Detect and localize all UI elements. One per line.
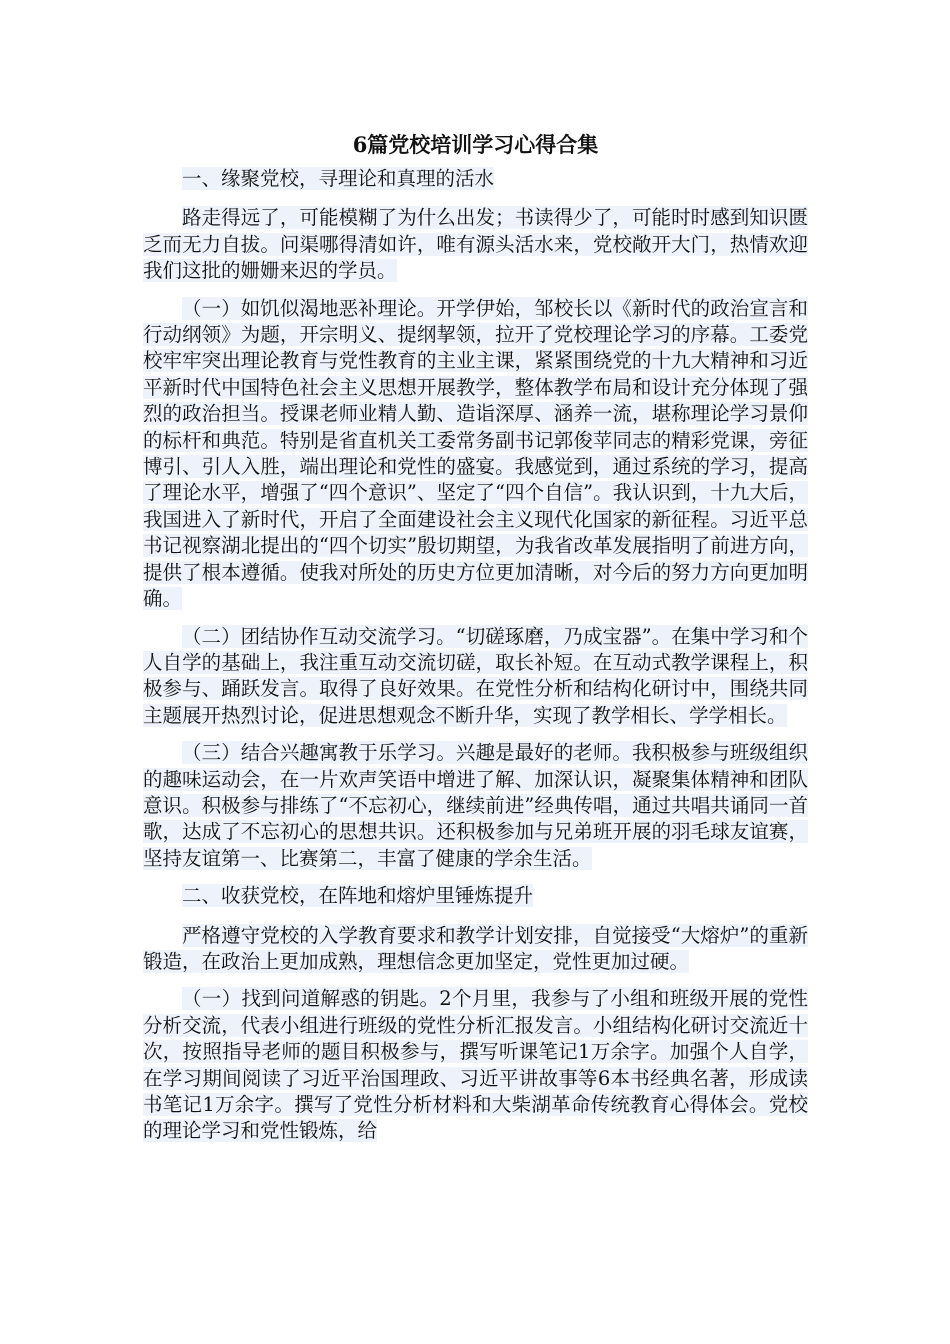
paragraph-discipline [143, 923, 808, 976]
paragraph-text: 路走得远了，可能模糊了为什么出发；书读得少了，可能时时感到知识匮乏而无力自拔。问渠哪得清如许，唯有源头活水来，党校敞开大门，热情欢迎我们这批的姗姗来迟的学员。 [143, 206, 808, 283]
paragraph-text: 一、缘聚党校，寻理论和真理的活水 [182, 167, 495, 190]
paragraph-theory-study [143, 296, 808, 613]
section-heading-1 [143, 166, 808, 192]
document-title: 6篇党校培训学习心得合集 [352, 132, 599, 157]
paragraph-text: （三）结合兴趣寓教于乐学习。兴趣是最好的老师。我积极参与班级组织的趣味运动会，在一片欢声笑语中增进了解、加深认识，凝聚集体精神和团队意识。积极参与排练了“不忘初心，继续前进”经典传唱，通过共唱共诵同一首歌，达成了不忘初心的思想共识。还积极参加与兄弟班开展的羽毛球友谊赛，坚持友谊第一、比赛第二，丰富了健康的学余生活。 [143, 741, 808, 870]
section-heading-2 [143, 883, 808, 909]
paragraph-key-to-questions [143, 986, 808, 1144]
paragraph-text: （一）找到问道解惑的钥匙。2个月里，我参与了小组和班级开展的党性分析交流，代表小组进行班级的党性分析汇报发言。小组结构化研讨交流近十次，按照指导老师的题目积极参与，撰写听课笔记1万余字。加强个人自学，在学习期间阅读了习近平治国理政、习近平讲故事等6本书经典名著，形成读书笔记1万余字。撰写了党性分析材料和大柴湖革命传统教育心得体会。党校的理论学习和党性锻炼，给 [143, 987, 808, 1143]
paragraph-text: 严格遵守党校的入学教育要求和教学计划安排，自觉接受“大熔炉”的重新锻造，在政治上更加成熟，理想信念更加坚定，党性更加过硬。 [143, 923, 808, 973]
paragraph-text: 二、收获党校，在阵地和熔炉里锤炼提升 [182, 884, 534, 908]
paragraph-interest-learning [143, 740, 808, 872]
paragraph-text: （一）如饥似渴地恶补理论。开学伊始，邹校长以《新时代的政治宣言和行动纲领》为题，开宗明义、提纲挈领，拉开了党校理论学习的序幕。工委党校牢牢突出理论教育与党性教育的主业主课，紧紧围绕党的十九大精神和习近平新时代中国特色社会主义思想开展教学，整体教学布局和设计充分体现了强烈的政治担当。授课老师业精人勤、造诣深厚、涵养一流，堪称理论学习景仰的标杆和典范。特别是省直机关工委常务副书记郭俊苹同志的精彩党课，旁征博引、引人入胜，端出理论和党性的盛宴。我感觉到，通过系统的学习，提高了理论水平，增强了“四个意识”、坚定了“四个自信”。我认识到，十九大后，我国进入了新时代，开启了全面建设社会主义现代化国家的新征程。习近平总书记视察湖北提出的“四个切实”殷切期望，为我省改革发展指明了前进方向，提供了根本遵循。使我对所处的历史方位更加清晰，对今后的努力方向更加明确。 [143, 296, 808, 611]
paragraph-intro [143, 205, 808, 284]
paragraph-text: （二）团结协作互动交流学习。“切磋琢磨，乃成宝器”。在集中学习和个人自学的基础上，我注重互动交流切磋，取长补短。在互动式教学课程上，积极参与、踊跃发言。取得了良好效果。在党性分析和结构化研讨中，围绕共同主题展开热烈讨论，促进思想观念不断升华，实现了教学相长、学学相长。 [143, 624, 808, 727]
document-body [143, 131, 808, 1156]
paragraph-team-exchange [143, 624, 808, 730]
